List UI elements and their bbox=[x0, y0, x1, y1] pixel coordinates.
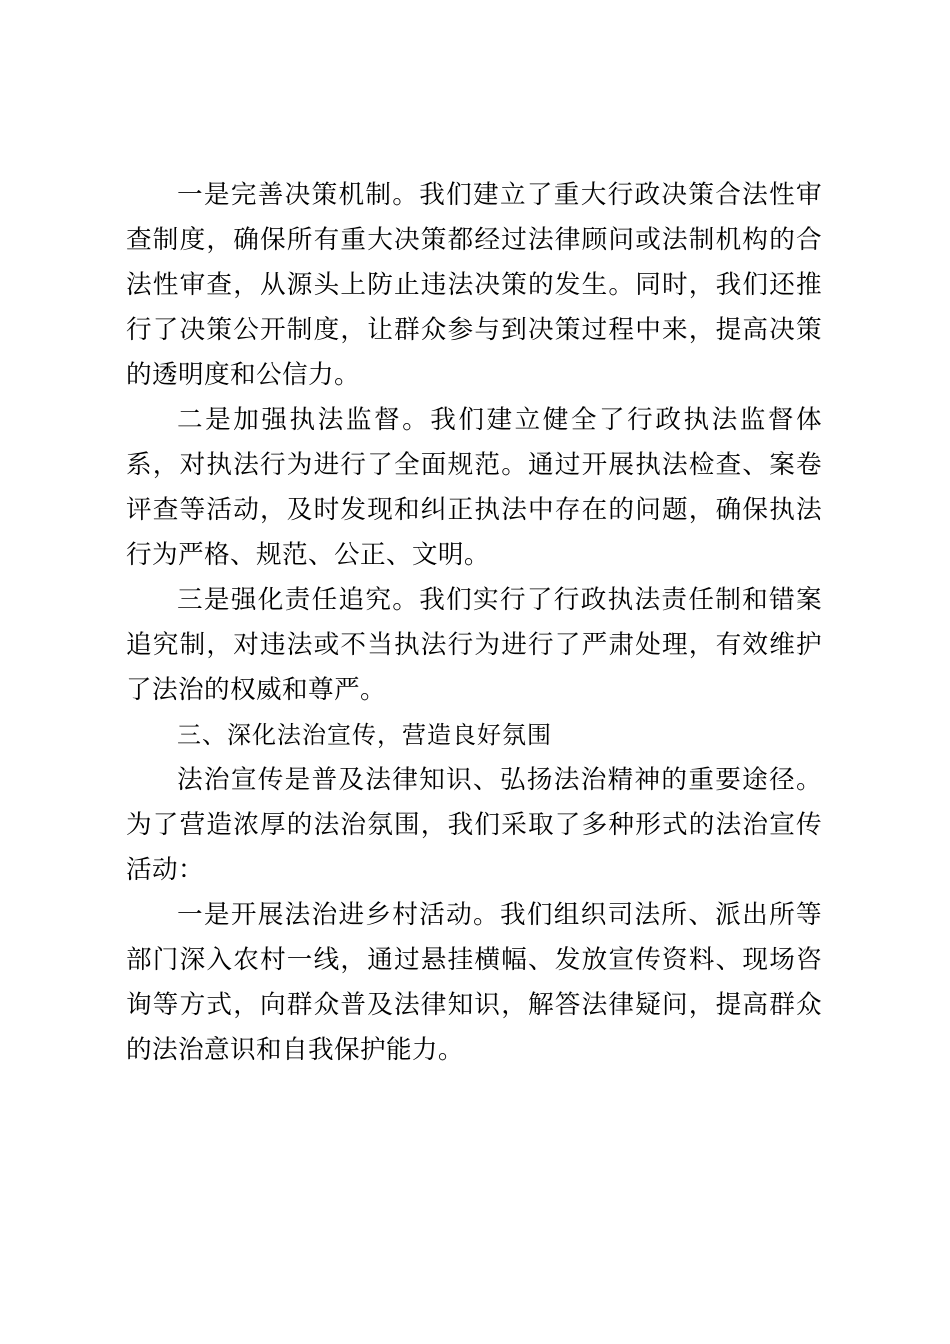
paragraph-enforcement-supervision: 二是加强执法监督。我们建立健全了行政执法监督体系，对执法行为进行了全面规范。通过开展执法检查、案卷评查等活动，及时发现和纠正执法中存在的问题，确保执法行为严格、规范、公正、文明。 bbox=[126, 405, 822, 570]
document-body bbox=[126, 173, 822, 1073]
paragraph-rural-activities: 一是开展法治进乡村活动。我们组织司法所、派出所等部门深入农村一线，通过悬挂横幅、发放宣传资料、现场咨询等方式，向群众普及法律知识，解答法律疑问，提高群众的法治意识和自我保护能力。 bbox=[126, 900, 822, 1065]
section-heading-legal-publicity: 三、深化法治宣传，营造良好氛围 bbox=[177, 721, 552, 749]
paragraph-accountability: 三是强化责任追究。我们实行了行政执法责任制和错案追究制，对违法或不当执法行为进行了严肃处理，有效维护了法治的权威和尊严。 bbox=[126, 585, 822, 705]
paragraph-decision-mechanism: 一是完善决策机制。我们建立了重大行政决策合法性审查制度，确保所有重大决策都经过法律顾问或法制机构的合法性审查，从源头上防止违法决策的发生。同时，我们还推行了决策公开制度，让群众参与到决策过程中来，提高决策的透明度和公信力。 bbox=[126, 180, 822, 390]
paragraph-publicity-intro: 法治宣传是普及法律知识、弘扬法治精神的重要途径。为了营造浓厚的法治氛围，我们采取了多种形式的法治宣传活动： bbox=[126, 765, 822, 885]
